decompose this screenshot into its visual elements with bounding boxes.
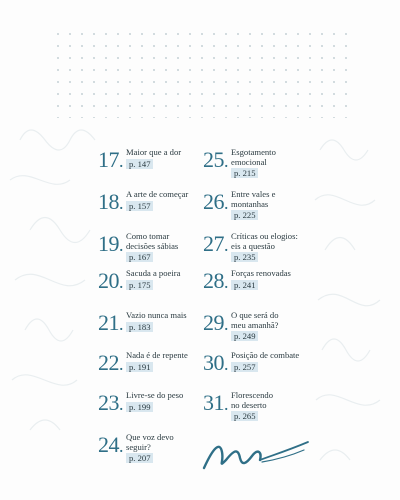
toc-entry[interactable] bbox=[95, 148, 195, 188]
toc-entry[interactable] bbox=[200, 311, 300, 351]
chapter-page: p. 175 bbox=[126, 280, 153, 290]
chapter-title: Florescendo no deserto bbox=[231, 390, 274, 410]
chapter-page: p. 199 bbox=[126, 402, 153, 412]
toc-entry[interactable] bbox=[95, 433, 195, 473]
chapter-page: p. 207 bbox=[126, 453, 153, 463]
chapter-number: 26. bbox=[203, 189, 228, 214]
chapter-page: p. 257 bbox=[231, 362, 258, 372]
chapter-number: 21. bbox=[98, 310, 123, 335]
chapter-title: Forças renovadas bbox=[231, 268, 291, 278]
chapter-page: p. 215 bbox=[231, 168, 258, 178]
toc-entry[interactable] bbox=[95, 232, 195, 272]
signature-flourish-icon bbox=[200, 438, 312, 472]
toc-entry[interactable] bbox=[200, 351, 300, 391]
chapter-page: p. 191 bbox=[126, 362, 153, 372]
chapter-number: 24. bbox=[98, 432, 123, 457]
toc-entry[interactable] bbox=[95, 190, 195, 230]
toc-entry[interactable] bbox=[95, 311, 195, 351]
chapter-page: p. 265 bbox=[231, 411, 258, 421]
chapter-page: p. 249 bbox=[231, 331, 258, 341]
toc-entry[interactable] bbox=[200, 269, 300, 309]
chapter-title: O que será do meu amanhã? bbox=[231, 310, 279, 330]
chapter-title: Vazio nunca mais bbox=[126, 310, 187, 320]
toc-entry[interactable] bbox=[200, 190, 300, 230]
chapter-page: p. 157 bbox=[126, 201, 153, 211]
chapter-number: 22. bbox=[98, 350, 123, 375]
chapter-number: 31. bbox=[203, 390, 228, 415]
chapter-title: Esgotamento emocional bbox=[231, 147, 276, 167]
chapter-title: Nada é de repente bbox=[126, 350, 188, 360]
chapter-title: Sacuda a poeira bbox=[126, 268, 181, 278]
chapter-page: p. 241 bbox=[231, 280, 258, 290]
chapter-number: 19. bbox=[98, 231, 123, 256]
chapter-title: Livre-se do peso bbox=[126, 390, 184, 400]
chapter-page: p. 147 bbox=[126, 159, 153, 169]
chapter-page: p. 167 bbox=[126, 252, 153, 262]
chapter-title: Que voz devo seguir? bbox=[126, 432, 174, 452]
chapter-title: Como tomar decisões sábias bbox=[126, 231, 179, 251]
toc-entry[interactable] bbox=[200, 148, 300, 188]
chapter-number: 20. bbox=[98, 268, 123, 293]
toc-entry[interactable] bbox=[95, 351, 195, 391]
chapter-number: 25. bbox=[203, 147, 228, 172]
chapter-number: 28. bbox=[203, 268, 228, 293]
toc-entry[interactable] bbox=[95, 391, 195, 431]
chapter-number: 27. bbox=[203, 231, 228, 256]
chapter-title: Maior que a dor bbox=[126, 147, 182, 157]
toc-entry[interactable] bbox=[200, 232, 300, 272]
toc-entry[interactable] bbox=[200, 391, 300, 431]
toc-entry[interactable] bbox=[95, 269, 195, 309]
dot-grid-decoration bbox=[52, 28, 348, 118]
chapter-page: p. 183 bbox=[126, 322, 153, 332]
chapter-title: Entre vales e montanhas bbox=[231, 189, 276, 209]
chapter-number: 23. bbox=[98, 390, 123, 415]
chapter-number: 30. bbox=[203, 350, 228, 375]
chapter-number: 29. bbox=[203, 310, 228, 335]
chapter-title: Posição de combate bbox=[231, 350, 300, 360]
chapter-number: 17. bbox=[98, 147, 123, 172]
chapter-title: Críticas ou elogios: eis a questão bbox=[231, 231, 298, 251]
chapter-page: p. 235 bbox=[231, 252, 258, 262]
chapter-number: 18. bbox=[98, 189, 123, 214]
chapter-title: A arte de começar bbox=[126, 189, 189, 199]
chapter-page: p. 225 bbox=[231, 210, 258, 220]
